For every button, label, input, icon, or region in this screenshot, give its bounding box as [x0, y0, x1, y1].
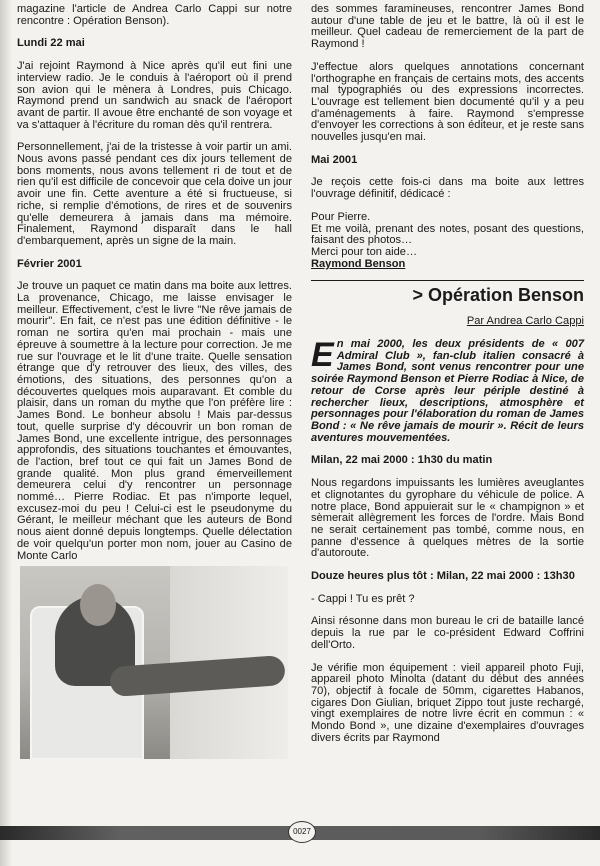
drop-cap: E [311, 336, 334, 375]
paragraph-continuation: des sommes faramineuses, rencontrer James Bond autour d'une table de jeu et le battre, là où il est le meilleur. Quel cadeau de remerciement de la part de Raymond ! [311, 3, 584, 51]
right-column [311, 4, 584, 744]
paragraph-ouvrage-definitif: Je reçois cette fois-ci dans ma boite aux lettres l'ouvrage définitif, dédicacé : [311, 176, 584, 201]
paragraph-paquet: Je trouve un paquet ce matin dans ma boite aux lettres. La provenance, Chicago, me laisse envisager le meilleur. Effectivement, c'est le livre "Ne rêve jamais de mourir". En fait, ce n'est pas une édition définitive - le roman ne sortira qu'en mai prochain - mais une épreuve à soumettre à la lecture pour correction. Je me rue sur l'ouvrage et le lit d'une traite. Quelle sensation étrange que d'y retrouver des lieux, des villes, des émotions, des situations, des personnes qu'on a découvertes quelques mois auparavant. Et comble du plaisir, dans un roman du mythe que l'on préfère lire : James Bond. Le bonheur absolu ! Mais par-dessus tout, quelle surprise d'y découvrir un bon roman de James Bond, une excellente intrigue, des personnages approfondis, des situations touchantes et émouvantes, de l'action, bref tout ce qui fait un James Bond de grande qualité. Mon plus grand émerveillement demeurera celui d'y rencontrer un personnage nommé… Pierre Rodiac. Et pas n'importe lequel, excusez-moi du peu ! Celui-ci est le pseudonyme du Gérant, le meilleur méchant que les auteurs de Bond nous aient donné depuis longtemps. Quelle délectation de voir quelqu'un porter mon nom, jouer au Casino de Monte Carlo [17, 280, 292, 562]
left-column [17, 4, 292, 759]
intro-paragraph: magazine l'article de Andrea Carlo Cappi sur notre rencontre : Opération Benson). [17, 3, 292, 27]
article-lead [311, 336, 584, 444]
section-date-fevrier: Février 2001 [17, 257, 82, 270]
dedication-signature: Raymond Benson [311, 257, 406, 270]
section-date-lundi: Lundi 22 mai [17, 37, 85, 50]
paragraph-annotations: J'effectue alors quelques annotations concernant l'orthographe en français de certains mots, des accents mal typographiés ou des expressions incorrectes. L'ouvrage est tellement bien documenté qu'il y a peu d'aménagements à faire. Raymond s'empresse d'envoyer les corrections à son éditeur, et je reste sans nouvelles jusqu'en mai. [311, 60, 584, 144]
paragraph-gyrophare: Nous regardons impuissants les lumières aveuglantes et clignotantes du gyrophare du véhicule de police. A notre place, Bond appuierait sur le « champignon » et sèmerait allègrement les forces de l'ordre. Mais Bond ne serait certainement pas tombé, comme nous, en panne d'essence à quelques mètres de la sortie d'autoroute. [311, 477, 584, 560]
quote-cappi: - Cappi ! Tu es prêt ? [311, 592, 415, 605]
paragraph-personnellement: Personnellement, j'ai de la tristesse à voir partir un ami. Nous avons passé pendant ces dix jours tellement de bons moments, nous avons tellement ri de tout et de rien qu'il est difficile de concevoir que cela doive un jour avoir une fin. Cette aventure a été si fructueuse, si riche, si remplie d'émotions, de rires et de souvenirs qu'elle demeurera à jamais dans ma mémoire. Finalement, Raymond disparaît dans le hall d'embarquement, après un signe de la main. [17, 141, 292, 247]
page-number: 0027 [288, 821, 316, 843]
section-head-douze-heures: Douze heures plus tôt : Milan, 22 mai 2000 : 13h30 [311, 570, 575, 583]
paragraph-nice-airport: J'ai rejoint Raymond à Nice après qu'il eut fini une interview radio. Je le conduis à l'aéroport où il prend son avion qui le mènera à Londres, puis Chicago. Raymond prend un sandwich au snack de l'aéroport avant de partir. Il avoue être enchanté de son voyage et va s'attaquer à l'écriture du roman dès qu'il rentrera. [17, 60, 292, 131]
dedication-line-1: Pour Pierre. [311, 210, 371, 223]
title-rule [311, 280, 584, 281]
dedication-line-3: Merci pour ton aide… [311, 245, 418, 258]
paragraph-cri-bataille: Ainsi résonne dans mon bureau le cri de bataille lancé depuis la rue par le co-président Edward Coffrini dell'Orto. [311, 615, 584, 651]
paragraph-equipement: Je vérifie mon équipement : vieil appareil photo Fuji, appareil photo Minolta (datant du début des années 70), objectif à focale de 50mm, cigarettes Habanos, cigares Don Giulian, briquet Zippo tout juste rechargé, vingt exemplaires de notre livre écrit en commun : « Mondo Bond », une dizaine d'exemplaires d'ouvrages divers écrits par Raymond [311, 661, 584, 744]
page-gutter-shade [0, 0, 12, 866]
article-byline: Par Andrea Carlo Cappi [466, 315, 584, 328]
photo-man-reclining [20, 566, 288, 759]
section-date-mai: Mai 2001 [311, 153, 358, 166]
section-head-milan-1h30: Milan, 22 mai 2000 : 1h30 du matin [311, 454, 493, 467]
article-title: > Opération Benson [412, 285, 584, 306]
dedication-line-2: Et me voilà, prenant des notes, posant des questions, faisant des photos… [311, 222, 584, 247]
lead-text: n mai 2000, les deux présidents de « 007 Admiral Club », fan-club italien consacré à James Bond, sont venus rencontrer pour une soirée Raymond Benson et Pierre Rodiac à Nice, de retour de Corse après leur périple destiné à rechercher lieux, descriptions, atmosphère et personnages pour l'élaboration du roman de James Bond : « Ne rêve jamais de mourir ». Récit de leurs aventures mouvementées. [311, 338, 584, 444]
